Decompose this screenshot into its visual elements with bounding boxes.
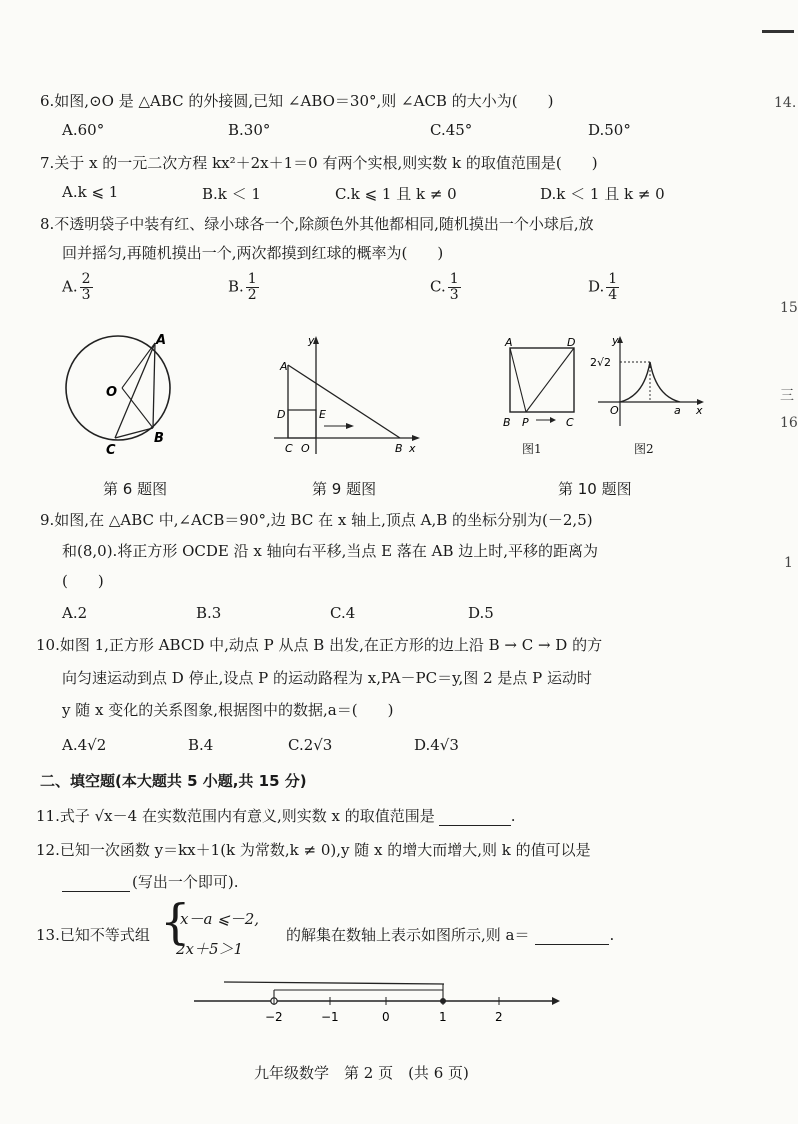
question-10-option-c: C.2√3 <box>288 736 333 754</box>
fig10-label-p: P <box>522 416 529 429</box>
question-12-hint: (写出一个即可). <box>132 873 239 891</box>
question-10-line-2: 向匀速运动到点 D 停止,设点 P 的运动路程为 x,PA－PC＝y,图 2 是点 P 运动时 <box>62 669 593 687</box>
fig6-label-a: A <box>156 333 167 348</box>
question-13-answer-blank[interactable] <box>535 930 609 945</box>
question-6-text: 6.如图,⊙O 是 △ABC 的外接圆,已知 ∠ABO＝30°,则 ∠ACB 的大小为( ) <box>40 92 554 110</box>
fig10-segment-pd <box>526 348 574 412</box>
fig10-label-c: C <box>566 416 574 429</box>
figure-10-caption: 第 10 题图 <box>558 480 632 498</box>
scan-mark <box>762 30 794 33</box>
fig9-side-ab <box>288 365 400 438</box>
figure-9 <box>268 330 428 460</box>
fig10-label-b: B <box>503 416 511 429</box>
fig10-graph-label-o: O <box>610 404 619 417</box>
fig6-radius-ob <box>122 388 153 428</box>
question-10-option-d: D.4√3 <box>414 736 459 754</box>
question-6-option-a: A.60° <box>62 121 105 139</box>
section-2-heading: 二、填空题(本大题共 5 小题,共 15 分) <box>40 772 307 790</box>
fig6-chord-ac <box>115 343 155 438</box>
question-10-line-3: y 随 x 变化的关系图象,根据图中的数据,a＝( ) <box>62 701 394 719</box>
question-9-line-3: ( ) <box>62 572 104 590</box>
question-13-prefix: 13.已知不等式组 <box>36 926 150 944</box>
question-8-option-c: C. $\frac{1}{3}$ <box>430 271 459 303</box>
question-6-option-c: C.45° <box>430 121 473 139</box>
fig10-label-d: D <box>567 336 576 349</box>
question-7-option-b: B.k ＜ 1 <box>202 185 261 203</box>
question-9-option-c: C.4 <box>330 604 356 622</box>
number-line-label-0: 0 <box>382 1010 390 1024</box>
fig10-graph-label-value: 2√2 <box>590 356 612 369</box>
figure-6 <box>60 330 190 458</box>
number-line-top-ray <box>224 982 444 984</box>
fig9-label-c: C <box>285 442 293 455</box>
fig9-label-d: D <box>277 408 286 421</box>
number-line-label-1: 1 <box>439 1010 447 1024</box>
question-8-option-d: D. $\frac{1}{4}$ <box>588 271 618 303</box>
question-10-option-a: A.4√2 <box>62 736 107 754</box>
fig9-label-y: y <box>308 334 315 347</box>
number-line-label-2: 2 <box>495 1010 503 1024</box>
fig9-square-ocde <box>288 410 316 438</box>
figure-10-fig1-caption: 图1 <box>522 442 542 456</box>
fig6-chord-ab <box>153 343 155 428</box>
fig9-label-e: E <box>319 408 326 421</box>
question-9-option-b: B.3 <box>196 604 222 622</box>
question-6-option-d: D.50° <box>588 121 631 139</box>
question-8-line-2: 回并摇匀,再随机摸出一个,两次都摸到红球的概率为( ) <box>62 244 444 262</box>
question-9-line-2: 和(8,0).将正方形 OCDE 沿 x 轴向右平移,当点 E 落在 AB 边上时,平移的距离为 <box>62 542 599 560</box>
fig6-chord-cb <box>115 428 153 438</box>
fig9-x-arrow <box>412 435 420 441</box>
fig10-graph-label-x: x <box>696 404 703 417</box>
question-11-answer-blank[interactable] <box>439 811 511 826</box>
fig9-label-o: O <box>301 442 310 455</box>
fig9-motion-arrowhead <box>346 423 354 429</box>
figure-10-fig2 <box>588 334 708 434</box>
page-footer: 九年级数学 第 2 页 (共 6 页) <box>254 1064 469 1082</box>
question-12-line-2 <box>62 872 238 892</box>
number-line-label-minus2: −2 <box>265 1010 283 1024</box>
fig9-label-a: A <box>280 360 288 373</box>
question-10-option-b: B.4 <box>188 736 214 754</box>
question-11-text: 11.式子 √x－4 在实数范围内有意义,则实数 x 的取值范围是 <box>36 807 435 825</box>
question-13-suffix <box>286 925 614 945</box>
fig9-label-b: B <box>395 442 403 455</box>
edge-label-1: 1 <box>784 555 793 571</box>
figure-10-fig2-caption: 图2 <box>634 442 654 456</box>
question-13-brace: { <box>160 894 191 950</box>
fig10-motion-arrowhead <box>550 417 556 423</box>
fig6-label-b: B <box>154 431 164 446</box>
fig10-label-a: A <box>505 336 513 349</box>
question-11-end: . <box>510 807 516 825</box>
question-10-line-1: 10.如图 1,正方形 ABCD 中,动点 P 从点 B 出发,在正方形的边上沿 B → C → D 的方 <box>36 636 603 654</box>
fig6-label-o: O <box>106 385 118 400</box>
fig10-graph-label-a: a <box>674 404 681 417</box>
fig10-graph-label-y: y <box>612 334 619 347</box>
question-8-option-b: B. $\frac{1}{2}$ <box>228 271 257 303</box>
question-11 <box>36 806 516 826</box>
number-line-arrow <box>552 997 560 1005</box>
fig10-square-abcd <box>510 348 574 412</box>
number-line-label-minus1: −1 <box>321 1010 339 1024</box>
question-13-inequality-2: 2x＋5＞1 <box>176 940 244 958</box>
number-line <box>190 970 570 1030</box>
question-7-option-d: D.k ＜ 1 且 k ≠ 0 <box>540 185 665 203</box>
edge-label-14: 14. <box>774 95 797 111</box>
question-6-option-b: B.30° <box>228 121 271 139</box>
figure-10-fig1 <box>500 336 582 436</box>
fig10-segment-pa <box>510 348 526 412</box>
figure-6-caption: 第 6 题图 <box>103 480 168 498</box>
edge-label-san: 三 <box>780 388 794 404</box>
question-13-suffix-text: 的解集在数轴上表示如图所示,则 a＝ <box>286 926 530 944</box>
question-8-line-1: 8.不透明袋子中装有红、绿小球各一个,除颜色外其他都相同,随机摸出一个小球后,放 <box>40 215 594 233</box>
edge-label-15: 15 <box>780 300 798 316</box>
question-9-option-d: D.5 <box>468 604 494 622</box>
edge-label-16: 16 <box>780 415 798 431</box>
fig9-label-x: x <box>409 442 416 455</box>
question-13-inequality-1: x－a ⩽－2, <box>180 910 260 928</box>
question-7-text: 7.关于 x 的一元二次方程 kx²＋2x＋1＝0 有两个实根,则实数 k 的取值范围是( ) <box>40 154 598 172</box>
question-7-option-a: A.k ⩽ 1 <box>62 183 119 201</box>
figure-9-caption: 第 9 题图 <box>312 480 377 498</box>
question-9-line-1: 9.如图,在 △ABC 中,∠ACB＝90°,边 BC 在 x 轴上,顶点 A,B 的坐标分别为(－2,5) <box>40 511 593 529</box>
question-8-option-a: A. $\frac{2}{3}$ <box>62 271 91 303</box>
question-9-option-a: A.2 <box>62 604 88 622</box>
fig6-label-c: C <box>106 443 116 458</box>
question-12-answer-blank[interactable] <box>62 877 130 892</box>
question-13-end: . <box>609 926 615 944</box>
question-12-line-1: 12.已知一次函数 y＝kx＋1(k 为常数,k ≠ 0),y 随 x 的增大而增大,则 k 的值可以是 <box>36 841 591 859</box>
question-7-option-c: C.k ⩽ 1 且 k ≠ 0 <box>335 185 457 203</box>
